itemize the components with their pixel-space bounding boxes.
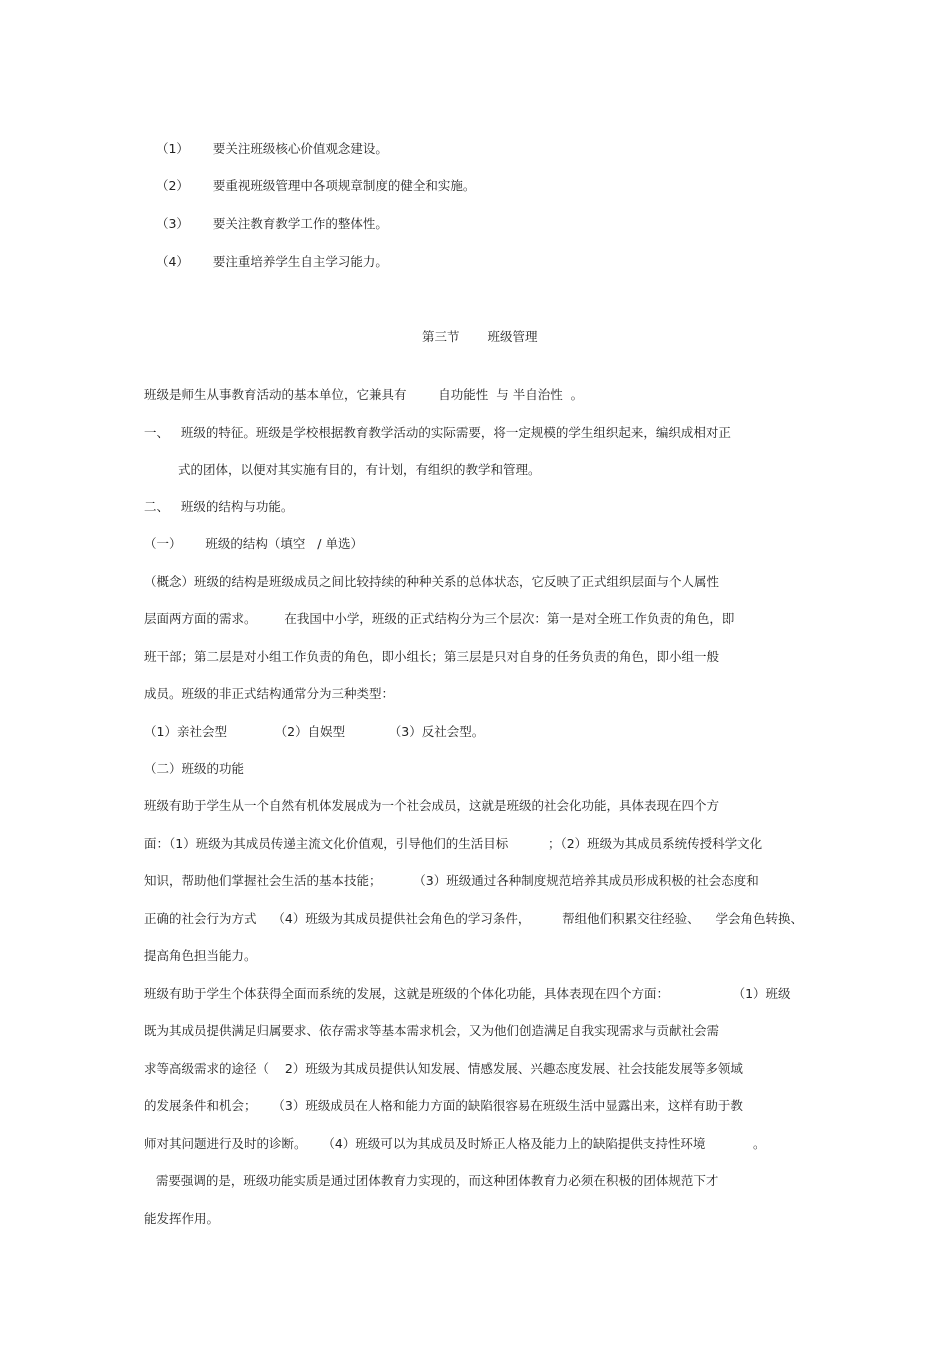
paragraph-line: 式的团体，以便对其实施有目的，有计划，有组织的教学和管理。 [178, 462, 541, 477]
intro-item [148, 162, 475, 194]
paragraph-line: 二、 班级的结构与功能。 [144, 499, 294, 514]
paragraph-line: 提高角色担当能力。 [144, 948, 257, 963]
intro-item [148, 200, 388, 232]
paragraph-line: 正确的社会行为方式 （4）班级为其成员提供社会角色的学习条件， 帮组他们积累交往经验、 学会角色转换、 [144, 911, 804, 926]
section-name: 班级管理 [487, 329, 538, 344]
intro-item-text: 要注重培养学生自主学习能力。 [212, 254, 388, 269]
section-number: 第三节 [421, 329, 460, 344]
paragraph-line: （1）亲社会型 （2）自娱型 （3）反社会型。 [144, 724, 485, 739]
intro-item-number: （4） [155, 254, 189, 269]
intro-item [148, 238, 388, 270]
paragraph-line: 既为其成员提供满足归属要求、依存需求等基本需求机会，又为他们创造满足自我实现需求与贡献社会需 [144, 1023, 720, 1038]
paragraph-line: 的发展条件和机会； （3）班级成员在人格和能力方面的缺陷很容易在班级生活中显露出来，这样有助于教 [144, 1098, 743, 1113]
intro-item-text: 要重视班级管理中各项规章制度的健全和实施。 [212, 178, 476, 193]
paragraph-line: 班级是师生从事教育活动的基本单位，它兼具有 自功能性 与 半自治性 。 [144, 387, 584, 402]
intro-item-text: 要关注班级核心价值观念建设。 [212, 141, 388, 156]
intro-item [148, 125, 388, 157]
paragraph-line: 成员。班级的非正式结构通常分为三种类型： [144, 686, 395, 701]
paragraph-line: 师对其问题进行及时的诊断。 （4）班级可以为其成员及时矫正人格及能力上的缺陷提供支持性环境 。 [144, 1136, 766, 1151]
intro-item-text: 要关注教育教学工作的整体性。 [212, 216, 388, 231]
paragraph-line: 面：（1）班级为其成员传递主流文化价值观，引导他们的生活目标 ；（2）班级为其成员系统传授科学文化 [144, 836, 763, 851]
paragraph-line: （概念）班级的结构是班级成员之间比较持续的种种关系的总体状态，它反映了正式组织层面与个人属性 [144, 574, 720, 589]
section-title [414, 313, 537, 345]
paragraph-line: 知识，帮助他们掌握社会生活的基本技能； （3）班级通过各种制度规范培养其成员形成积极的社会态度和 [144, 873, 759, 888]
intro-item-number: （3） [155, 216, 189, 231]
paragraph-line: 层面两方面的需求。 在我国中小学，班级的正式结构分为三个层次：第一是对全班工作负责的角色，即 [144, 611, 735, 626]
intro-item-number: （1） [155, 141, 189, 156]
paragraph-line: （二）班级的功能 [144, 761, 245, 776]
paragraph-line: 需要强调的是，班级功能实质是通过团体教育力实现的，而这种团体教育力必须在积极的团体规范下才 [144, 1173, 719, 1188]
paragraph-line: 班级有助于学生从一个自然有机体发展成为一个社会成员，这就是班级的社会化功能，具体表现在四个方 [144, 798, 720, 813]
paragraph-line: 班级有助于学生个体获得全面而系统的发展，这就是班级的个体化功能，具体表现在四个方面： （1）班级 [144, 986, 791, 1001]
paragraph-line: 求等高级需求的途径（ 2）班级为其成员提供认知发展、情感发展、兴趣态度发展、社会技能发展等多领域 [144, 1061, 743, 1076]
paragraph-line: 班干部；第二层是对小组工作负责的角色，即小组长；第三层是只对自身的任务负责的角色，即小组一般 [144, 649, 720, 664]
paragraph-line: 一、 班级的特征。班级是学校根据教育教学活动的实际需要，将一定规模的学生组织起来，编织成相对正 [144, 425, 731, 440]
paragraph-line: 能发挥作用。 [144, 1211, 220, 1226]
intro-item-number: （2） [155, 178, 189, 193]
paragraph-line: （一） 班级的结构（填空 / 单选） [144, 536, 363, 551]
